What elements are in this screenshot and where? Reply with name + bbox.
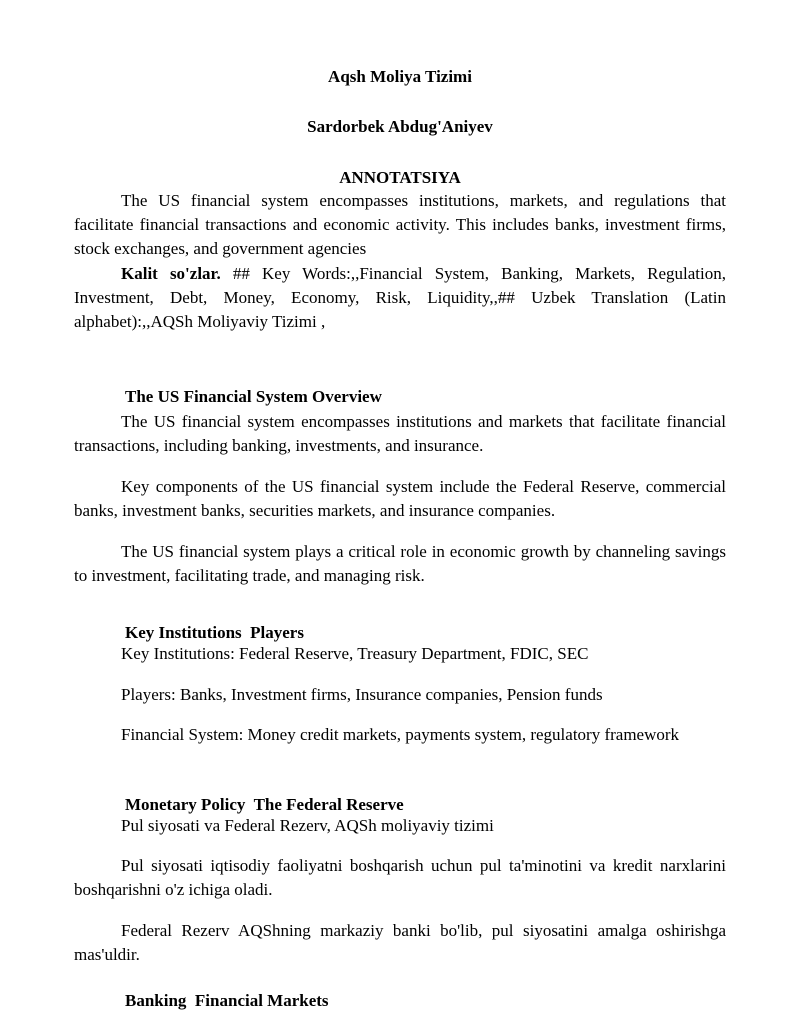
monetary-paragraph-1: Pul siyosati va Federal Rezerv, AQSh moliyaviy tizimi xyxy=(121,816,494,835)
section-heading-institutions: Key Institutions Players xyxy=(125,623,304,642)
overview-paragraph-1: The US financial system encompasses institutions and markets that facilitate financial transactions, including banking, investments, and insurance. xyxy=(74,412,726,455)
section-heading-banking: Banking Financial Markets xyxy=(125,991,329,1010)
institutions-paragraph-3: Financial System: Money credit markets, payments system, regulatory framework xyxy=(121,725,680,744)
keywords-paragraph xyxy=(74,262,726,334)
overview-paragraph-2: Key components of the US financial system include the Federal Reserve, commercial banks, investment banks, securities markets, and insurance companies. xyxy=(74,477,726,520)
keywords-text: ## Key Words:,,Financial System, Banking, Markets, Regulation, Investment, Debt, Money, Economy, Risk, Liquidity,,## Uzbek Translation (Latin alphabet):,,AQSh Moliyaviy Tizimi , xyxy=(74,264,726,331)
monetary-paragraph-2: Pul siyosati iqtisodiy faoliyatni boshqarish uchun pul ta'minotini va kredit narxlarini boshqarishni o'z ichiga oladi. xyxy=(74,856,726,899)
section-heading-monetary-policy: Monetary Policy The Federal Reserve xyxy=(125,795,404,814)
institutions-paragraph-1: Key Institutions: Federal Reserve, Treasury Department, FDIC, SEC xyxy=(121,644,589,663)
overview-paragraph-3: The US financial system plays a critical role in economic growth by channeling savings to investment, facilitating trade, and managing risk. xyxy=(74,542,726,585)
keywords-label: Kalit so'zlar. xyxy=(121,264,221,283)
document-title: Aqsh Moliya Tizimi xyxy=(328,67,472,86)
section-heading-overview: The US Financial System Overview xyxy=(125,387,382,406)
annotation-heading: ANNOTATSIYA xyxy=(339,168,461,187)
institutions-paragraph-2: Players: Banks, Investment firms, Insurance companies, Pension funds xyxy=(121,685,603,704)
monetary-paragraph-3: Federal Rezerv AQShning markaziy banki bo'lib, pul siyosatini amalga oshirishga mas'uldir. xyxy=(74,921,726,964)
author-name: Sardorbek Abdug'Aniyev xyxy=(307,117,493,136)
annotation-paragraph: The US financial system encompasses institutions, markets, and regulations that facilitate financial transactions and economic activity. This includes banks, investment firms, stock exchanges, and government agencies xyxy=(74,191,726,258)
